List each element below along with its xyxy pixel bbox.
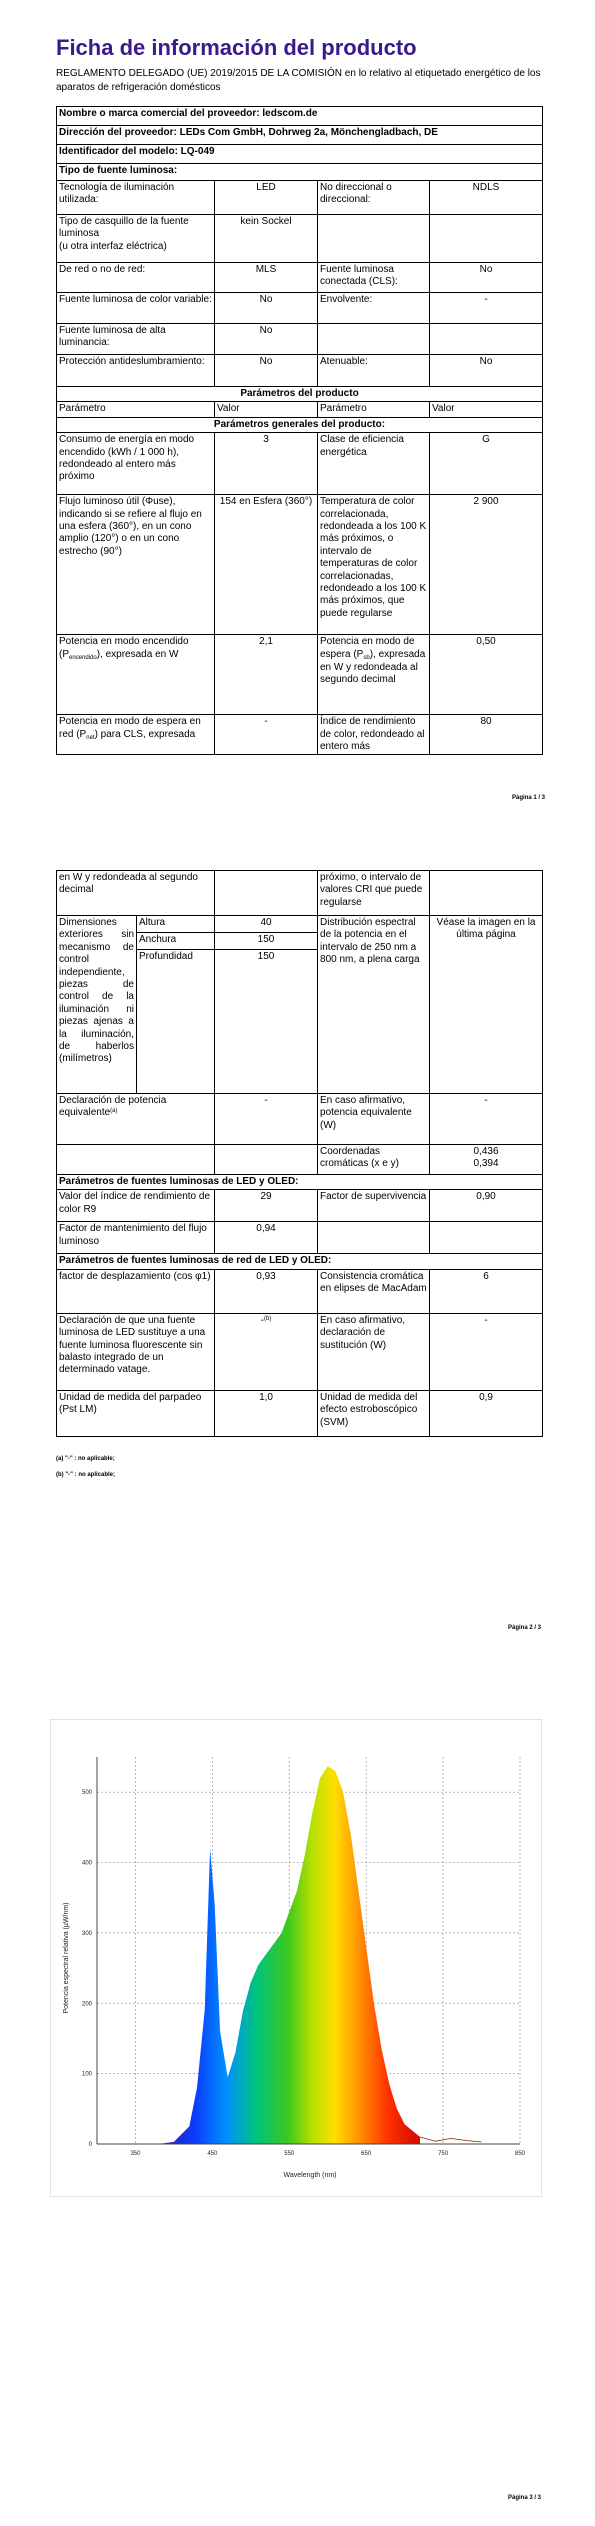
y-axis-label: Potencia espectral relativa (µW/nm): [63, 1902, 70, 2014]
column-header: Parámetro: [57, 402, 215, 417]
led-params-heading: Parámetros de fuentes luminosas de LED y OLED:: [57, 1175, 543, 1190]
x-tick-label: 350: [130, 2151, 141, 2157]
cell-label: Clase de eficiencia energética: [318, 433, 430, 495]
cell-value: 154 en Esfera (360°): [215, 495, 318, 635]
dimension-name: Profundidad: [137, 950, 215, 1094]
coordinate-y: 0,394: [473, 1158, 499, 1170]
cell-value: kein Sockel: [215, 215, 318, 263]
x-tick-label: 650: [361, 2151, 372, 2157]
cell-label: Fuente luminosa de color variable:: [57, 293, 215, 324]
cell-label: Tecnología de iluminación utilizada:: [57, 181, 215, 215]
cell-label: De red o no de red:: [57, 263, 215, 293]
cell-empty: [57, 1145, 215, 1175]
cell-label: En caso afirmativo, potencia equivalente (W): [318, 1094, 430, 1145]
cell-value: 0,9: [430, 1390, 543, 1436]
y-tick-label: 300: [81, 1930, 92, 1937]
cell-label: [318, 324, 430, 355]
cell-value: [430, 1145, 543, 1175]
supplier-name: Nombre o marca comercial del proveedor: ledscom.de: [57, 107, 543, 126]
cell-value: -: [430, 293, 543, 324]
cell-value: 3: [215, 433, 318, 495]
column-header: Valor: [430, 402, 543, 417]
coordinate-x: 0,436: [473, 1146, 499, 1157]
source-type-heading: Tipo de fuente luminosa:: [57, 164, 543, 181]
cell-label: Declaración de potencia equivalente$^{(a)}$: [57, 1094, 215, 1145]
dimension-name: Altura: [137, 916, 215, 933]
cell-label: Índice de rendimiento de color, redondeado al entero más: [318, 715, 430, 755]
cell-value: 2,1: [215, 635, 318, 715]
y-tick-label: 500: [81, 1790, 92, 1797]
cell-label: Valor del índice de rendimiento de color R9: [57, 1190, 215, 1222]
y-tick-label: 100: [81, 2071, 92, 2078]
mains-led-params-heading: Parámetros de fuentes luminosas de red de LED y OLED:: [57, 1254, 543, 1269]
cell-value: 0,90: [430, 1190, 543, 1222]
cell-label: Potencia en modo de espera en red $(P_{net})$ para CLS, expresada: [57, 715, 215, 755]
cell-label: [318, 1222, 430, 1254]
product-info-table-continued: [56, 870, 543, 1437]
cell-label: Fuente luminosa conectada (CLS):: [318, 263, 430, 293]
cell-value: 6: [430, 1269, 543, 1313]
cell-label: Factor de mantenimiento del flujo luminoso: [57, 1222, 215, 1254]
column-header: Parámetro: [318, 402, 430, 417]
cell-label: en W y redondeada al segundo decimal: [57, 871, 215, 916]
cell-label: Declaración de que una fuente luminosa de LED sustituye a una fuente luminosa fluorescente sin balasto integrado de un determinado vatage.: [57, 1313, 215, 1390]
general-params-heading: Parámetros generales del producto:: [57, 417, 543, 432]
model-identifier: Identificador del modelo: LQ-049: [57, 145, 543, 164]
cell-value: LED: [215, 181, 318, 215]
cell-value: 0,93: [215, 1269, 318, 1313]
cell-label: Unidad de medida del efecto estroboscópico (SVM): [318, 1390, 430, 1436]
cell-value: 0,50: [430, 635, 543, 715]
page-3: [0, 1705, 595, 2526]
x-tick-label: 550: [284, 2151, 295, 2157]
cell-value: [215, 871, 318, 916]
cell-label: Flujo luminoso útil (Φuse), indicando si se refiere al flujo en una esfera (360°), en un cono amplio (120°) o en un cono estrecho (90°): [57, 495, 215, 635]
dimension-value: 150: [215, 950, 318, 1094]
cell-label: Protección antideslumbramiento:: [57, 355, 215, 387]
page-number: Página 3 / 3: [508, 2495, 542, 2501]
cell-label: próximo, o intervalo de valores CRI que puede regularse: [318, 871, 430, 916]
cell-value: [430, 324, 543, 355]
page-number: Página 1 / 3: [512, 795, 546, 801]
cell-value: -: [215, 715, 318, 755]
cell-value: 0,94: [215, 1222, 318, 1254]
spectral-distribution-value: Véase la imagen en la última página: [430, 916, 543, 1094]
cell-label: Tipo de casquillo de la fuente luminosa (u otra interfaz eléctrica): [57, 215, 215, 263]
cell-value: [430, 215, 543, 263]
y-tick-label: 400: [81, 1860, 92, 1867]
cell-value: No: [215, 293, 318, 324]
cell-label: En caso afirmativo, declaración de sustitución (W): [318, 1313, 430, 1390]
cell-value: G: [430, 433, 543, 495]
y-tick-label: 200: [81, 2001, 92, 2008]
params-heading: Parámetros del producto: [57, 387, 543, 402]
cell-value: [430, 871, 543, 916]
page-2: [0, 870, 595, 1670]
dimension-value: 150: [215, 933, 318, 950]
y-tick-label: 0: [88, 2142, 92, 2148]
page-number: Página 2 / 3: [508, 1625, 542, 1631]
column-header: Valor: [215, 402, 318, 417]
cell-value: No: [430, 355, 543, 387]
cell-value: 80: [430, 715, 543, 755]
cell-value: NDLS: [430, 181, 543, 215]
cell-label: Unidad de medida del parpadeo (Pst LM): [57, 1390, 215, 1436]
spectral-distribution-label: Distribución espectral de la potencia en el intervalo de 250 nm a 800 nm, a plena carga: [318, 916, 430, 1094]
cell-label: Potencia en modo encendido $(P_{encendido})$, expresada en W: [57, 635, 215, 715]
cell-label: Consumo de energía en modo encendido (kWh / 1 000 h), redondeado al entero más próximo: [57, 433, 215, 495]
cell-value: -$^{(b)}$: [215, 1313, 318, 1390]
cell-value: No: [430, 263, 543, 293]
cell-label: Potencia en modo de espera $(P_{sb})$, expresada en W y redondeada al segundo decimal: [318, 635, 430, 715]
dimension-value: 40: [215, 916, 318, 933]
footnote-b: (b) "-" : no aplicable;: [56, 1472, 116, 1478]
cell-value: No: [215, 324, 318, 355]
x-tick-label: 850: [514, 2151, 526, 2157]
product-info-table: [56, 106, 543, 755]
cell-value: -: [430, 1313, 543, 1390]
cell-label: Coordenadas cromáticas (x e y): [318, 1145, 430, 1175]
cell-label: Envolvente:: [318, 293, 430, 324]
cell-value: 2 900: [430, 495, 543, 635]
cell-value: No: [215, 355, 318, 387]
cell-label: Atenuable:: [318, 355, 430, 387]
cell-value: -: [430, 1094, 543, 1145]
cell-label: [318, 215, 430, 263]
cell-value: MLS: [215, 263, 318, 293]
x-axis-label: Wavelength (nm): [283, 2172, 337, 2179]
page-1: [0, 0, 595, 822]
dimensions-label: Dimensiones exteriores sin mecanismo de control independiente, piezas de control de la iluminación ni piezas ajenas a la iluminación, de haberlos (milímetros): [57, 916, 137, 1094]
cell-value: 1,0: [215, 1390, 318, 1436]
supplier-address: Dirección del proveedor: LEDs Com GmbH, Dohrweg 2a, Mönchengladbach, DE: [57, 126, 543, 145]
footnote-a: (a) "-" : no aplicable;: [56, 1456, 115, 1462]
cell-label: No direccional o direccional:: [318, 181, 430, 215]
x-tick-label: 450: [207, 2151, 218, 2157]
cell-value: [430, 1222, 543, 1254]
cell-label: factor de desplazamiento (cos φ1): [57, 1269, 215, 1313]
cell-label: Factor de supervivencia: [318, 1190, 430, 1222]
document-title: Ficha de información del producto: [56, 35, 417, 60]
regulation-intro: REGLAMENTO DELEGADO (UE) 2019/2015 DE LA COMISIÓN en lo relativo al etiquetado energético de los aparatos de refrigeración domésticos: [56, 68, 541, 93]
spectral-power-chart: [50, 1719, 542, 2197]
cell-value: 29: [215, 1190, 318, 1222]
cell-empty: [215, 1145, 318, 1175]
cell-value: -: [215, 1094, 318, 1145]
cell-label: Temperatura de color correlacionada, redondeada a los 100 K más próximos, o intervalo de temperaturas de color correlacionadas, redondeado a los 100 K más próximos, que puede regularse: [318, 495, 430, 635]
cell-label: Consistencia cromática en elipses de MacAdam: [318, 1269, 430, 1313]
dimension-name: Anchura: [137, 933, 215, 950]
cell-label: Fuente luminosa de alta luminancia:: [57, 324, 215, 355]
x-tick-label: 750: [438, 2151, 449, 2157]
